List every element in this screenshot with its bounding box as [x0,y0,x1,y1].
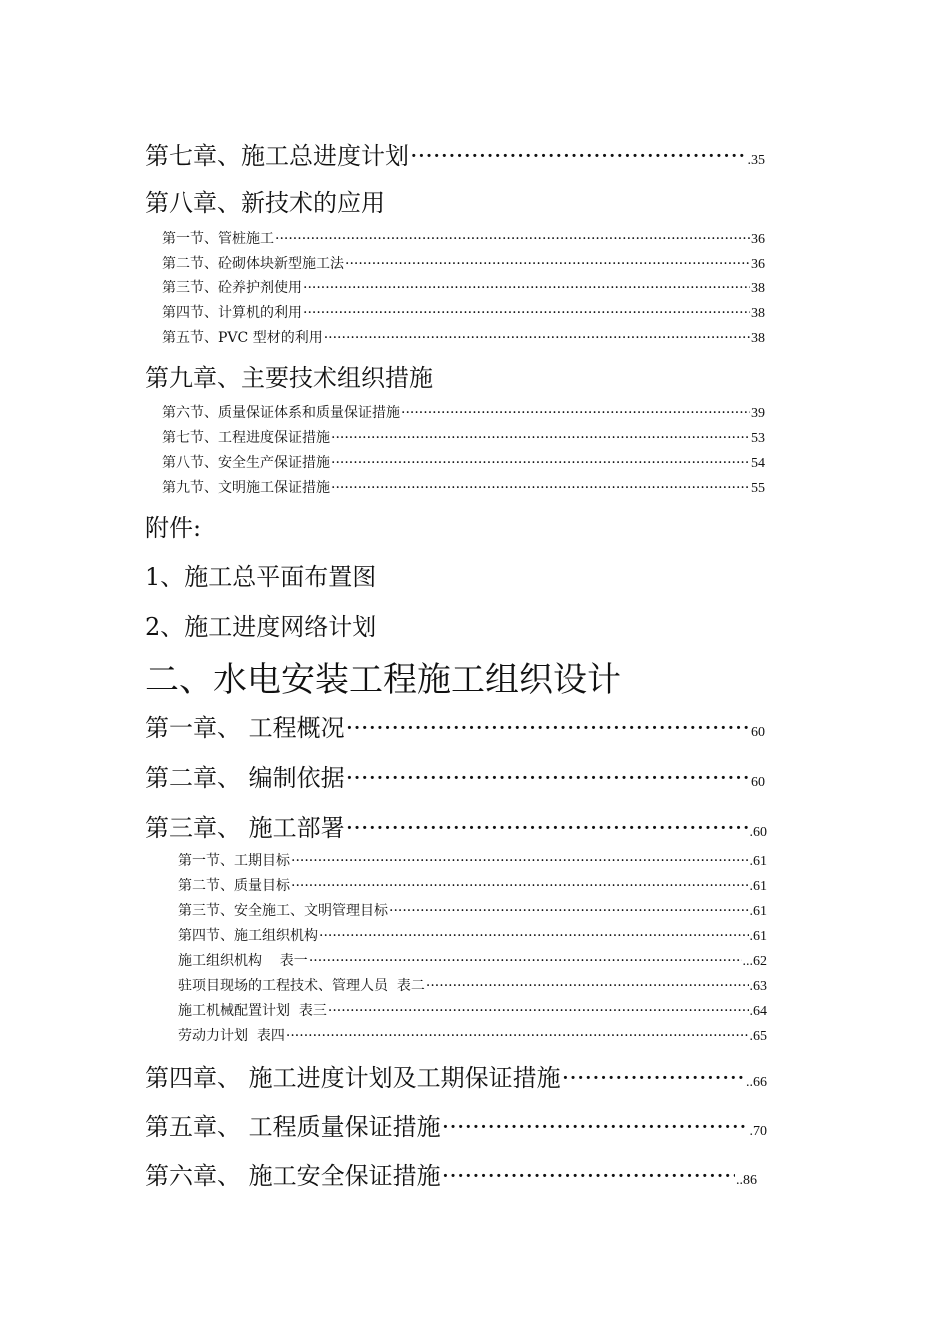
toc-page-number: 60 [751,775,765,790]
toc-page-number: .70 [749,1124,767,1139]
toc-leader-dots [331,430,750,446]
toc-page-number: 38 [751,331,765,346]
toc-leader-dots [291,853,749,869]
toc-page-number: .61 [749,854,767,869]
toc-section-title: 第三节、安全施工、文明管理目标 [178,903,388,919]
appendix-label: 附件: [145,514,202,542]
toc-page-number: .65 [749,1029,767,1044]
toc-section-row [178,925,767,945]
toc-section-row [162,427,765,447]
toc-leader-dots [562,1064,745,1092]
toc-chapter-row [145,808,767,843]
toc-chapter-title: 第四章、 施工进度计划及工期保证措施 [145,1064,561,1092]
toc-leader-dots [401,405,750,421]
toc-section-row [178,950,767,970]
toc-page-number: 55 [751,481,765,496]
toc-page-number: ..66 [746,1075,767,1090]
toc-page-number: .63 [749,979,767,994]
toc-section-title: 第二节、砼砌体块新型施工法 [162,256,344,272]
toc-section-row [162,302,765,322]
toc-section-row [178,975,767,995]
toc-page-number: ...62 [742,954,767,969]
toc-section-title: 施工机械配置计划 表三 [178,1003,327,1019]
toc-page-number: .35 [747,153,765,168]
toc-leader-dots [303,280,750,296]
toc-page-number: .64 [749,1004,767,1019]
toc-page-number: 38 [751,281,765,296]
toc-leader-dots [319,928,749,944]
toc-chapter-row [145,1107,767,1142]
toc-leader-dots [331,480,750,496]
toc-section-title: 第九节、文明施工保证措施 [162,480,330,496]
toc-section-row [162,253,765,273]
toc-chapter-7 [145,136,765,171]
toc-leader-dots [442,1162,735,1190]
toc-section-row [178,850,767,870]
toc-chapter-title: 第三章、 施工部署 [145,814,345,842]
toc-section-row [162,402,765,422]
toc-section-title: 第二节、质量目标 [178,878,290,894]
toc-page-number: 36 [751,232,765,247]
toc-leader-dots [346,714,750,742]
toc-leader-dots [291,878,749,894]
part-title: 二、水电安装工程施工组织设计 [145,660,621,700]
toc-chapter-title: 第七章、施工总进度计划 [145,142,409,170]
toc-page-number: .61 [749,904,767,919]
toc-chapter-row [145,1058,767,1093]
toc-section-title: 劳动力计划 表四 [178,1028,285,1044]
toc-chapter-row [145,708,765,743]
toc-chapter-title: 第六章、 施工安全保证措施 [145,1162,441,1190]
toc-chapter-title: 第五章、 工程质量保证措施 [145,1113,441,1141]
toc-leader-dots [410,142,747,170]
toc-chapter-9: 第九章、主要技术组织措施 [145,364,433,392]
toc-leader-dots [345,256,750,272]
toc-leader-dots [389,903,749,919]
toc-section-row [178,1000,767,1020]
toc-chapter-row [145,758,765,793]
toc-page-number: .60 [749,825,767,840]
toc-section-title: 第五节、PVC 型材的利用 [162,330,323,346]
toc-section-title: 第三节、砼养护剂使用 [162,280,302,296]
toc-leader-dots [442,1113,749,1141]
toc-leader-dots [303,305,750,321]
toc-section-row [178,900,767,920]
appendix-item: 1、施工总平面布置图 [145,563,377,591]
toc-section-title: 施工组织机构 表一 [178,953,308,969]
toc-section-row [162,477,765,497]
toc-section-title: 第六节、质量保证体系和质量保证措施 [162,405,400,421]
toc-page-number: 60 [751,725,765,740]
toc-page-number: 39 [751,406,765,421]
toc-section-row [178,1025,767,1045]
toc-leader-dots [346,764,750,792]
toc-leader-dots [309,953,742,969]
toc-section-title: 第七节、工程进度保证措施 [162,430,330,446]
toc-leader-dots [275,231,750,247]
toc-leader-dots [328,1003,749,1019]
toc-section-row [162,228,765,248]
toc-leader-dots [331,455,750,471]
toc-section-title: 第一节、管桩施工 [162,231,274,247]
toc-section-title: 第一节、工期目标 [178,853,290,869]
toc-page-number: 36 [751,257,765,272]
toc-chapter-title: 第二章、 编制依据 [145,764,345,792]
toc-page-number: ..86 [736,1173,757,1188]
toc-section-title: 第八节、安全生产保证措施 [162,455,330,471]
toc-page-number: 38 [751,306,765,321]
toc-page-number: .61 [749,879,767,894]
toc-section-row [162,452,765,472]
toc-chapter-8: 第八章、新技术的应用 [145,189,385,217]
toc-section-title: 第四节、施工组织机构 [178,928,318,944]
toc-leader-dots [324,330,750,346]
toc-section-row [178,875,767,895]
toc-section-row [162,277,765,297]
toc-leader-dots [426,978,749,994]
toc-page-number: .61 [749,929,767,944]
appendix-item: 2、施工进度网络计划 [145,613,377,641]
toc-chapter-title: 第一章、 工程概况 [145,714,345,742]
toc-page-number: 53 [751,431,765,446]
toc-section-title: 驻项目现场的工程技术、管理人员 表二 [178,978,425,994]
toc-page-number: 54 [751,456,765,471]
toc-section-title: 第四节、计算机的利用 [162,305,302,321]
toc-chapter-row [145,1156,757,1191]
toc-section-row [162,327,765,347]
toc-leader-dots [346,814,749,842]
toc-leader-dots [286,1028,749,1044]
